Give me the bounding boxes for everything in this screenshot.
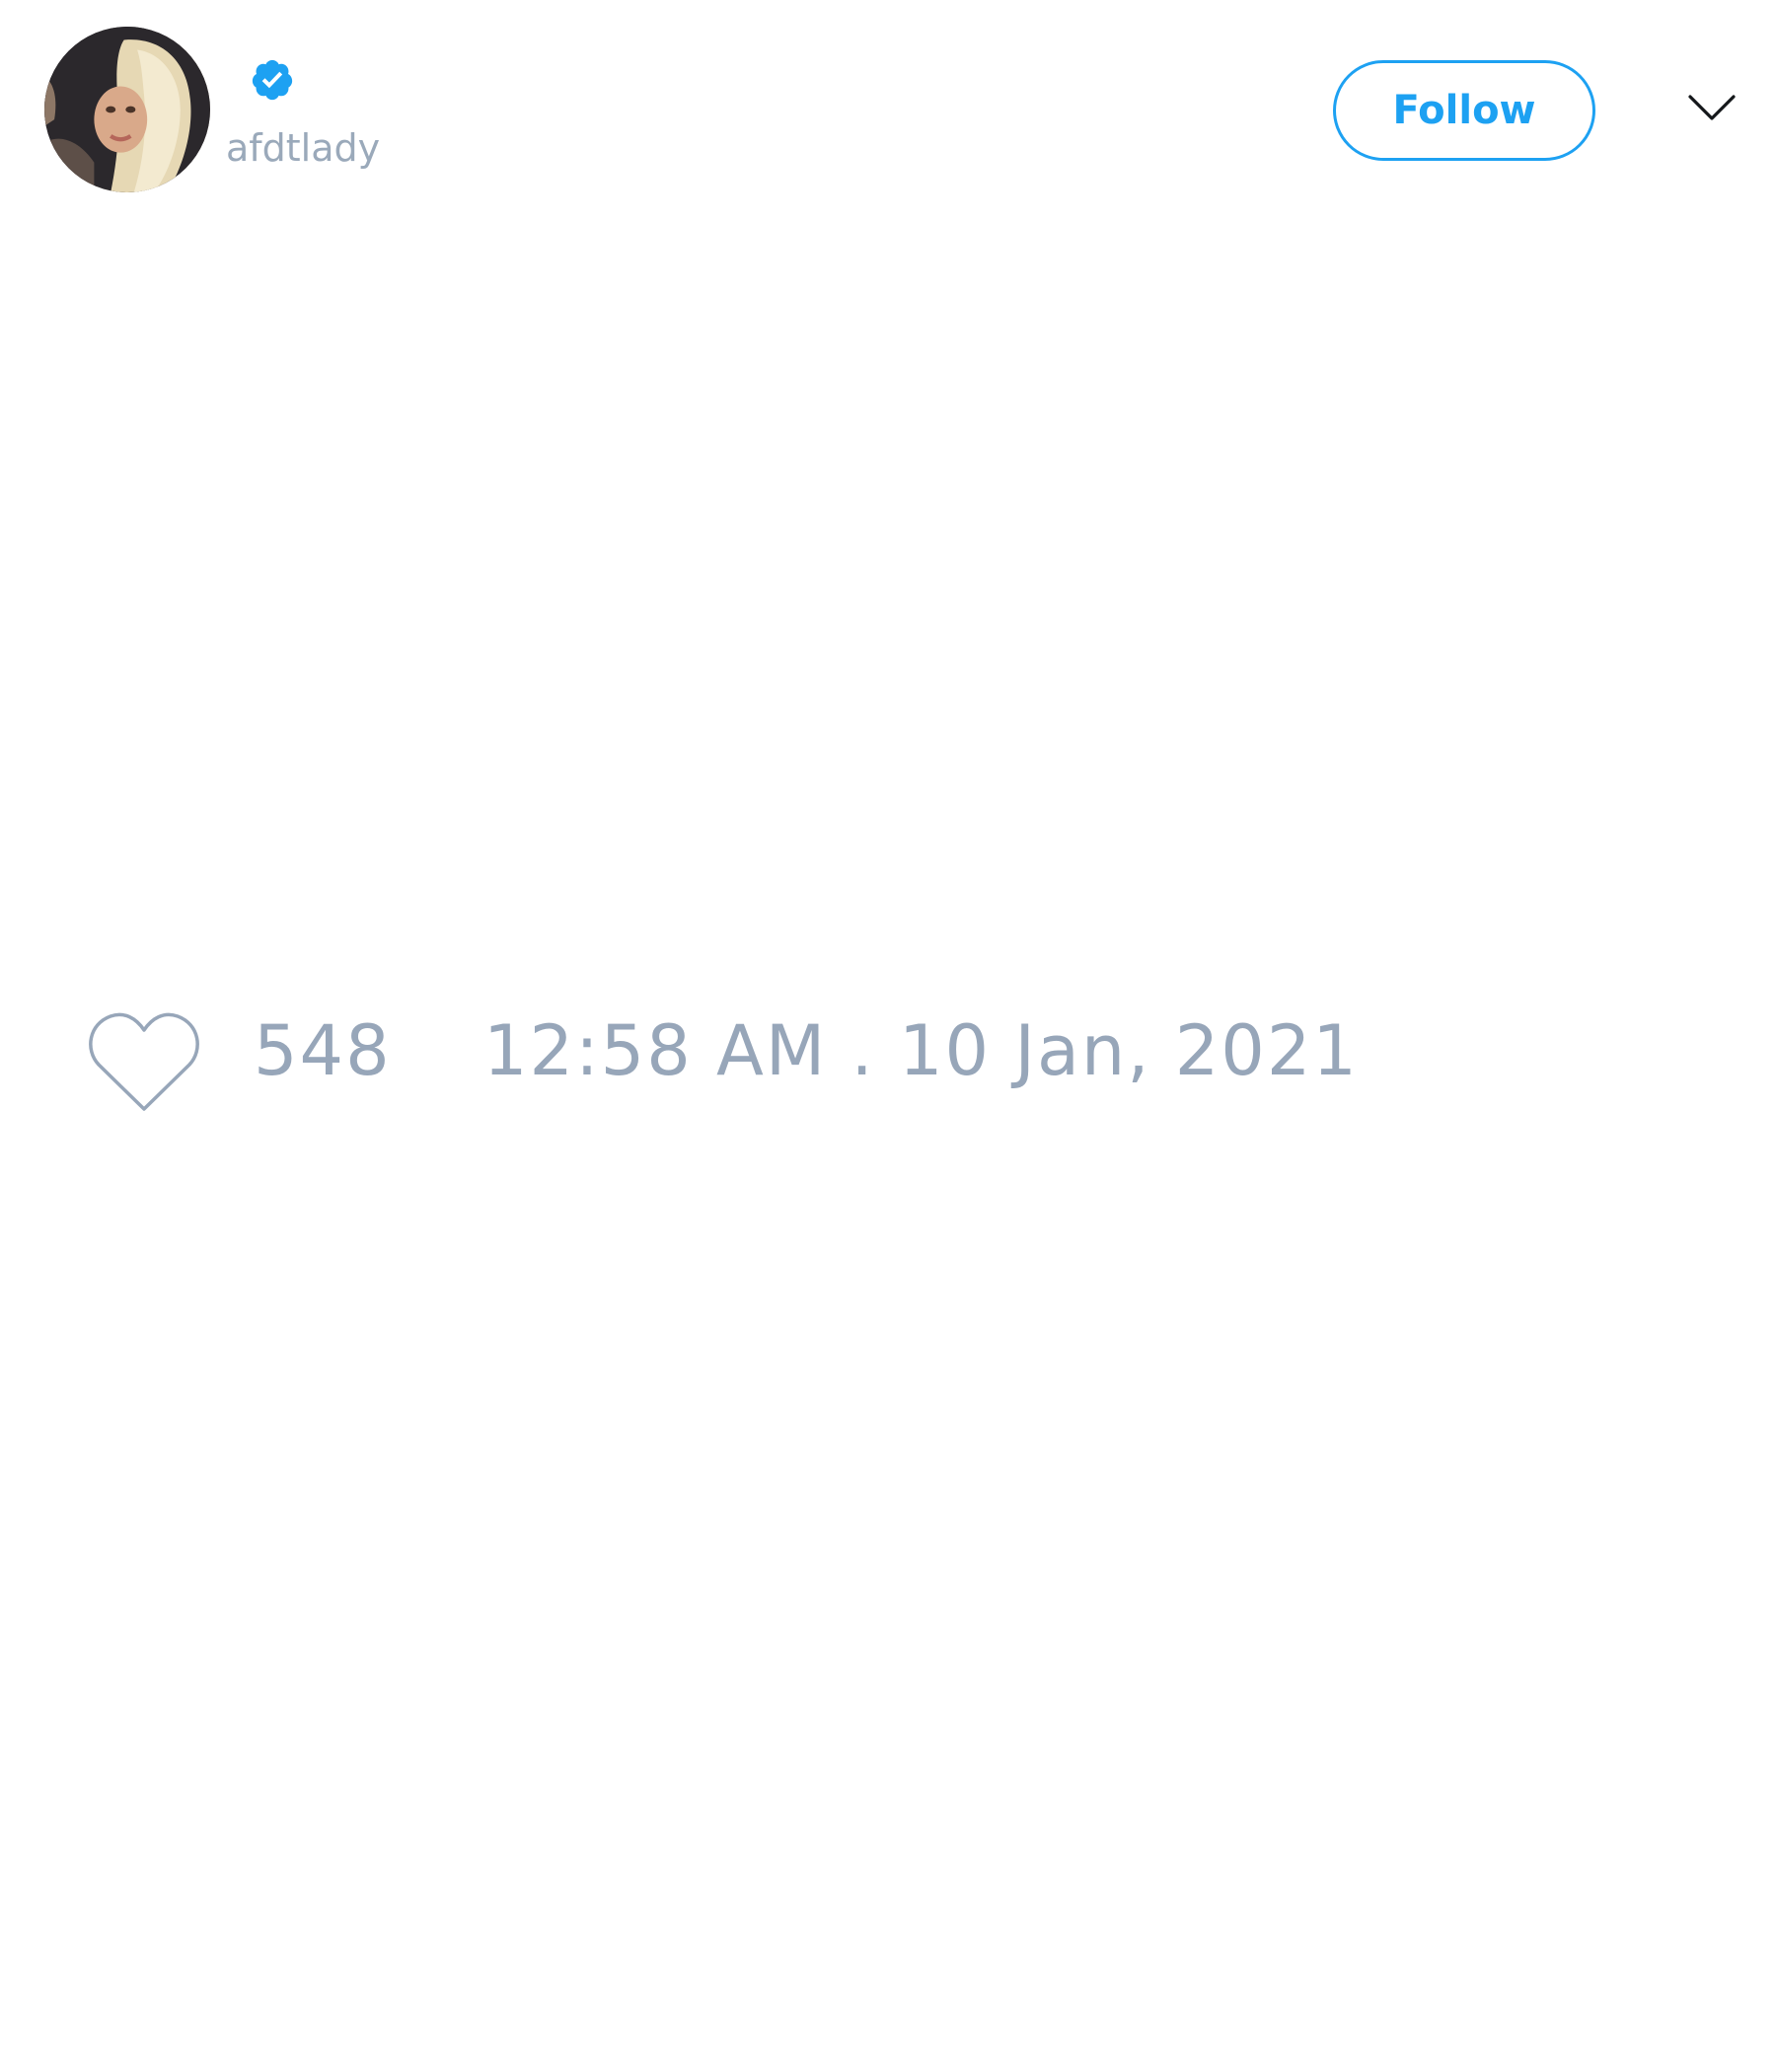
user-info: [226, 51, 719, 180]
like-count: 548: [254, 1010, 392, 1091]
tweet-timestamp[interactable]: 12:58 AM . 10 Jan, 2021: [483, 1010, 1359, 1091]
heart-outline-icon: [87, 1010, 201, 1113]
avatar-photo-icon: [44, 27, 210, 192]
chevron-down-icon: [1688, 94, 1736, 123]
verified-badge-icon: [250, 57, 295, 103]
user-handle[interactable]: afdtlady: [226, 126, 381, 170]
tweet-footer: [0, 997, 1776, 1125]
follow-button[interactable]: Follow: [1333, 60, 1595, 161]
tweet-body: [0, 227, 1776, 977]
tweet-header: [0, 0, 1776, 227]
like-button[interactable]: [87, 1010, 201, 1113]
avatar[interactable]: [44, 27, 210, 192]
more-options-button[interactable]: [1682, 79, 1741, 138]
